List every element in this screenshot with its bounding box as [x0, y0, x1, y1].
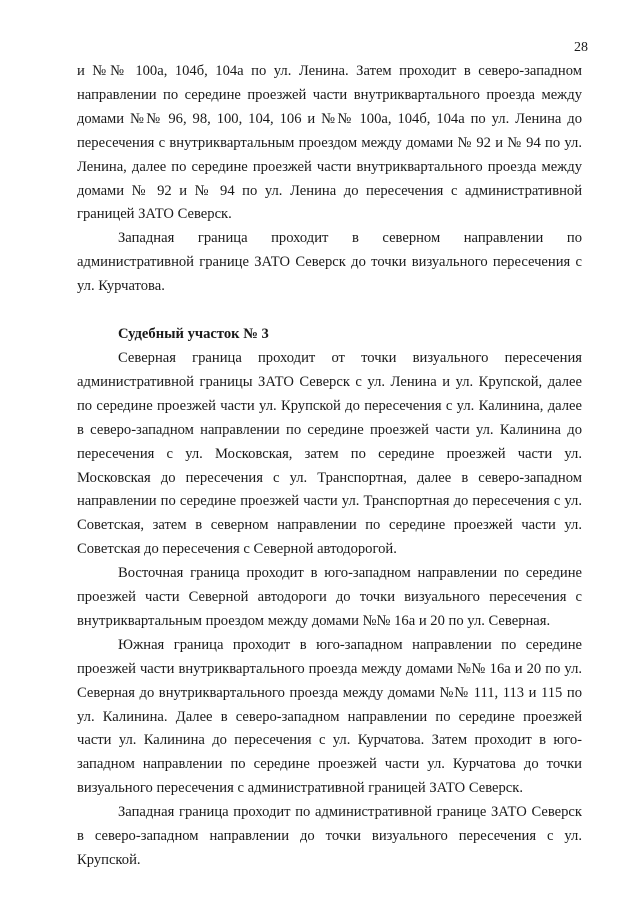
paragraph: Восточная граница проходит в юго-западном направлении по середине проезжей части Северной автодороги до точки визуального пересечения с внутриквартальным проездом между домами №№ 16а и 20 по ул. Северная. — [77, 565, 582, 629]
section-heading: Судебный участок № 3 — [118, 326, 269, 343]
paragraph: Северная граница проходит от точки визуального пересечения административной границы ЗАТО Северск с ул. Ленина и ул. Крупской, далее по середине проезжей части ул. Крупской до пересечения с ул. Калинина, далее в северо-западном направлении по середине проезжей части ул. Калинина до пересечения с ул. Московская, затем по середине проезжей части ул. Московская до пересечения с ул. Транспортная, далее в северо-западном направлении по середине проезжей части ул. Транспортная до пересечения с ул. Советская, затем в северном направлении по середине проезжей части ул. Советская до пересечения с Северной автодорогой. — [77, 349, 582, 558]
paragraph: Южная граница проходит в юго-западном направлении по середине проезжей части внутриквартального проезда между домами №№ 16а и 20 по ул. Северная до внутриквартального проезда между домами №№ 111, 113 и 115 по ул. Калинина. Далее в северо-западном направлении по середине проезжей части ул. Калинина до пересечения с ул. Курчатова. Затем проходит в юго-западном направлении по середине проезжей части ул. Курчатова до точки визуального пересечения с административной границей ЗАТО Северск. — [77, 636, 582, 797]
document-body — [77, 60, 582, 873]
paragraph: Западная граница проходит в северном направлении по административной границе ЗАТО Северск до точки визуального пересечения с ул. Курчатова. — [77, 230, 582, 295]
paragraph: и №№ 100а, 104б, 104а по ул. Ленина. Затем проходит в северо-западном направлении по середине проезжей части внутриквартального проезда между домами №№ 96, 98, 100, 104, 106 и №№ 100а, 104б, 104а по ул. Ленина до пересечения с внутриквартальным проездом между домами № 92 и № 94 по ул. Ленина, далее по середине проезжей части внутриквартального проезда между домами № 92 и № 94 по ул. Ленина до пересечения с административной границей ЗАТО Северск. — [77, 63, 582, 223]
page-number: 28 — [574, 40, 588, 55]
paragraph: Западная граница проходит по административной границе ЗАТО Северск в северо-западном направлении до точки визуального пересечения с ул. Крупской. — [77, 804, 582, 868]
